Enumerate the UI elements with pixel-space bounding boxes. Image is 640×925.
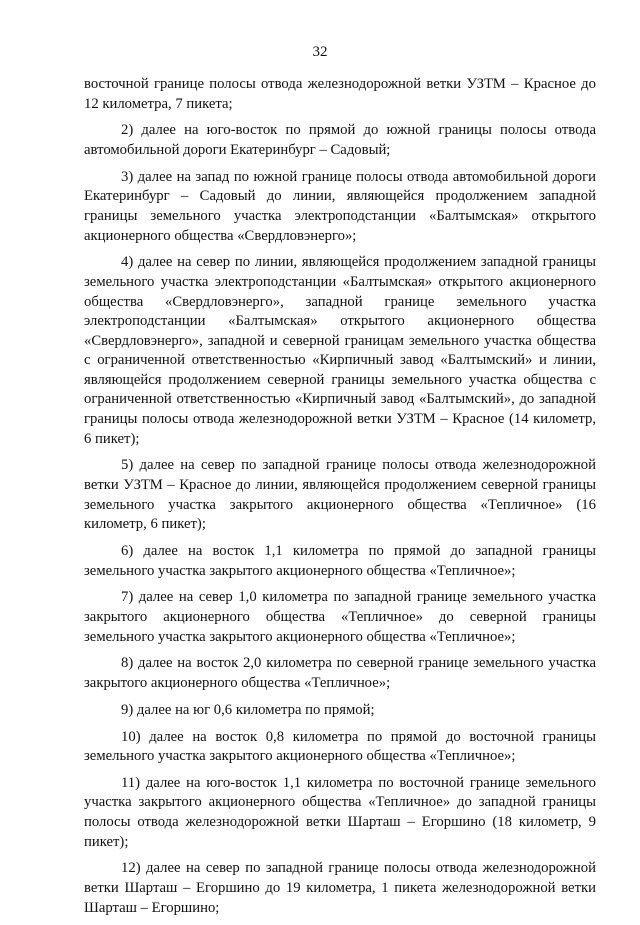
paragraph-item-9: 9) далее на юг 0,6 километра по прямой; [121,701,375,718]
paragraph-item-4: 4) далее на север по линии, являющейся продолжением западной границы земельного участка электроподстанции «Балтымская» открытого акционерного общества «Свердловэнерго», западной границе земельного участка электроподстанции «Балтымская» открытого акционерного общества «Свердловэнерго», западной и северной границам земельного участка общества с ограниченной ответственностью «Кирпичный завод «Балтымский» и линии, являющейся продолжением северной границы земельного участка общества с ограниченной ответственностью «Кирпичный завод «Балтымский», до западной границы полосы отвода железнодорожной ветки УЗТМ – Красное (14 километр, 6 пикет); [84,254,596,447]
page-number: 32 [312,44,328,60]
paragraph-continuation: восточной границе полосы отвода железнодорожной ветки УЗТМ – Красное до 12 километра, 7 пикета; [84,76,596,112]
paragraph-item-7: 7) далее на север 1,0 километра по западной границе земельного участка закрытого акционерного общества «Тепличное» до северной границы земельного участка закрытого акционерного общества «Тепличное»; [84,589,596,645]
paragraph-item-6: 6) далее на восток 1,1 километра по прямой до западной границы земельного участка закрытого акционерного общества «Тепличное»; [84,543,596,579]
document-body [84,75,596,925]
paragraph-item-11: 11) далее на юго-восток 1,1 километра по восточной границе земельного участка закрытого акционерного общества «Тепличное» до западной границы полосы отвода железнодорожной ветки Шарташ – Егоршино (18 километр, 9 пикет); [84,774,596,850]
paragraph-item-8: 8) далее на восток 2,0 километра по северной границе земельного участка закрытого акционерного общества «Тепличное»; [84,655,596,691]
paragraph-item-2: 2) далее на юго-восток по прямой до южной границы полосы отвода автомобильной дороги Екатеринбург – Садовый; [84,122,596,158]
paragraph-item-3: 3) далее на запад по южной границе полосы отвода автомобильной дороги Екатеринбург – Садовый до линии, являющейся продолжением западной границы земельного участка электроподстанции «Балтымская» открытого акционерного общества «Свердловэнерго»; [84,168,596,244]
paragraph-item-5: 5) далее на север по западной границе полосы отвода железнодорожной ветки УЗТМ – Красное до линии, являющейся продолжением северной границы земельного участка закрытого акционерного общества «Тепличное» (16 километр, 6 пикет); [84,457,596,533]
paragraph-item-12: 12) далее на север по западной границе полосы отвода железнодорожной ветки Шарташ – Егоршино до 19 километра, 1 пикета железнодорожной ветки Шарташ – Егоршино; [84,860,596,916]
paragraph-item-10: 10) далее на восток 0,8 километра по прямой до восточной границы земельного участка закрытого акционерного общества «Тепличное»; [84,728,596,765]
